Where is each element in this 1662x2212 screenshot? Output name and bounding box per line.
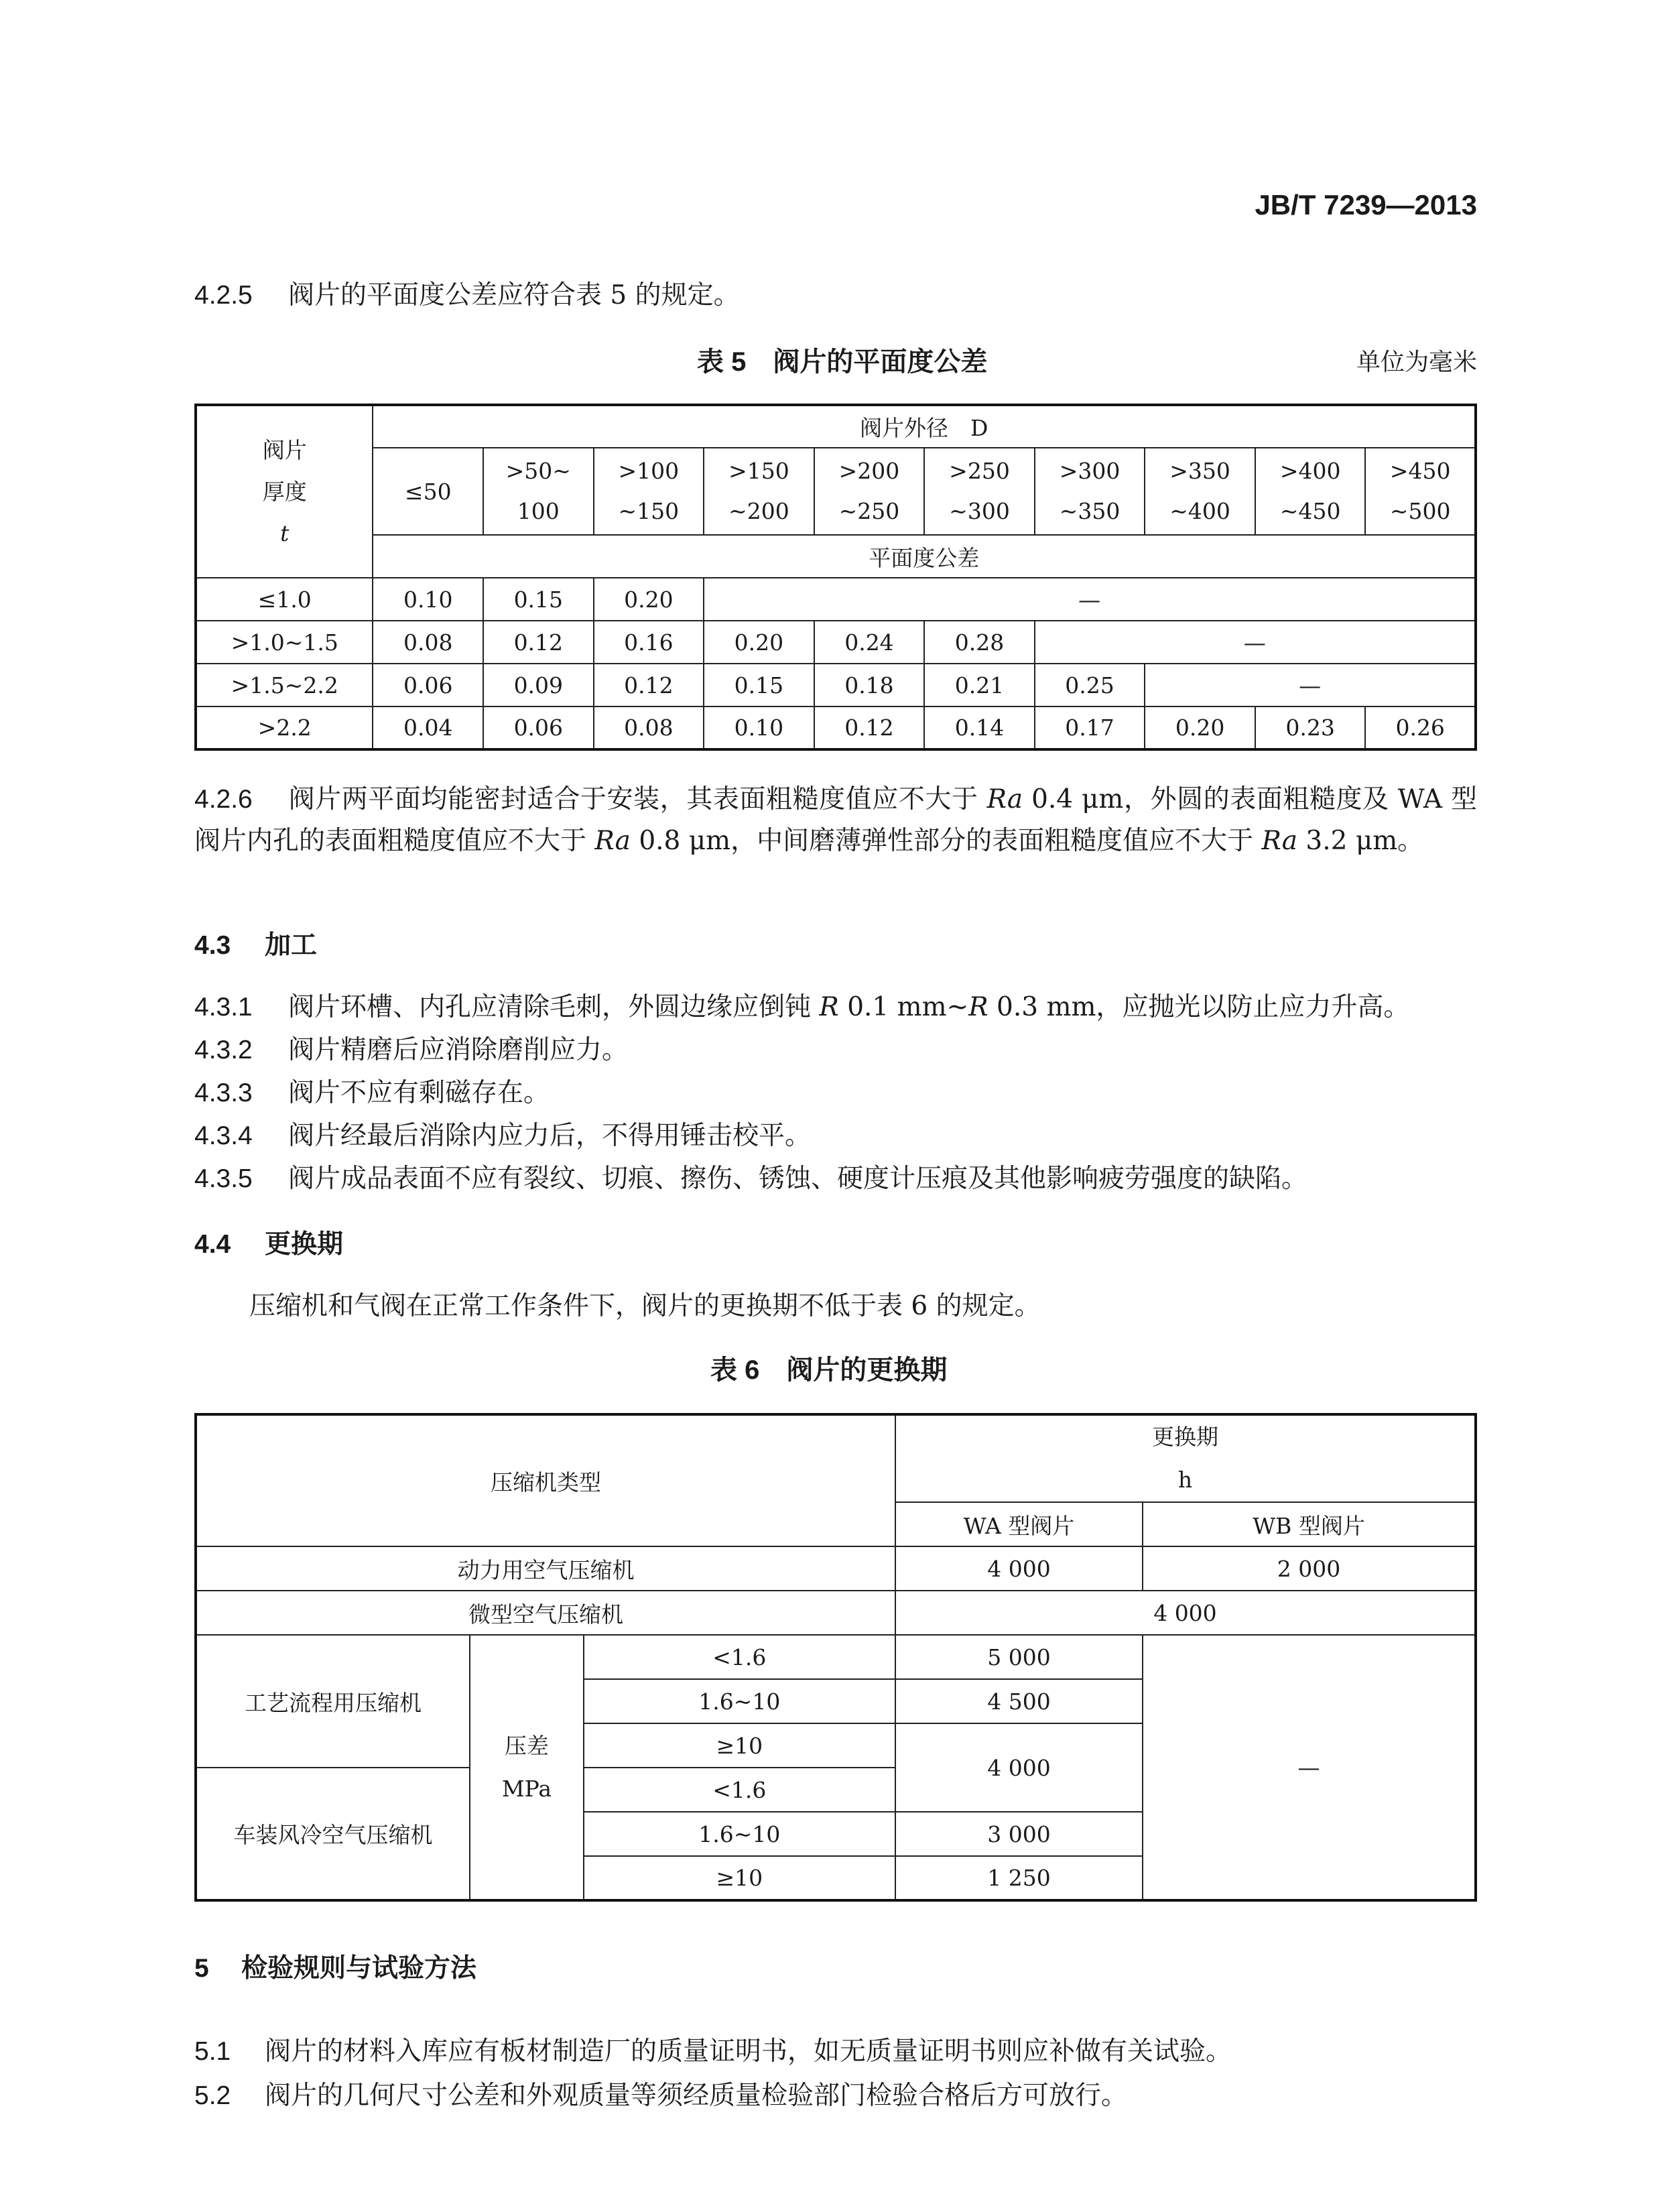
clause-text: 阀片不应有剩磁存在。 [288,1078,550,1108]
col-header [1255,448,1366,535]
pressure-range: <1.6 [584,1768,895,1812]
col-header [1035,448,1145,535]
col-header-line: ~400 [1169,498,1230,524]
col-header-line: >200 [838,458,900,484]
col-header-line: >300 [1059,458,1121,484]
clause-text: 阀片的材料入库应有板材制造厂的质量证明书，如无质量证明书则应补做有关试验。 [265,2036,1232,2067]
table-row [196,664,1476,706]
clause-4-3-3 [194,1072,550,1114]
table-cell: 0.25 [1035,664,1145,706]
table-cell: 0.16 [594,621,704,664]
col-header-line: ~500 [1389,498,1451,524]
table5-unit: 单位为毫米 [1356,349,1477,376]
table-cell: 0.28 [924,621,1035,664]
clause-number: 4.3.1 [194,993,253,1022]
group-label: 工艺流程用压缩机 [196,1635,470,1768]
table-cell: 0.04 [373,706,483,749]
col-header-line: 100 [517,498,560,524]
table-cell-dash: — [1035,621,1476,664]
pressure-diff-label [470,1635,584,1900]
thickness-header [196,405,373,578]
row-label: >1.5~2.2 [196,664,373,706]
clause-text: 0.1 mm~ [847,992,969,1022]
outer-diameter-header: 阀片外径 D [373,405,1476,448]
col-header [1365,448,1476,535]
clause-text: 0.4 μm，外圆的表面粗糙度及 WA 型阀片内孔的表面粗糙度值应不大于 [194,784,1477,856]
table-cell: 4 500 [895,1679,1143,1723]
table-row [196,706,1476,749]
header-unit: MPa [501,1775,552,1802]
header-line: 更换期 [1151,1424,1218,1450]
table-cell: 0.06 [373,664,483,706]
clause-text: 阀片精磨后应消除磨削应力。 [288,1035,629,1065]
clause-5-1 [194,2031,1232,2073]
table-cell: 0.23 [1255,706,1366,749]
col-header-line: >400 [1279,458,1341,484]
section-5-heading [194,1948,476,1989]
table-cell: 0.12 [594,664,704,706]
col-header-line: >350 [1169,458,1230,484]
table-cell: 0.10 [373,578,483,621]
table-row [196,621,1476,664]
pressure-range: ≥10 [584,1856,895,1900]
table-cell: 0.10 [704,706,814,749]
r-symbol: R [819,992,839,1022]
clause-number: 5.2 [194,2081,231,2110]
header-line: 压差 [504,1732,549,1759]
table-cell: 3 000 [895,1812,1143,1856]
table-cell: 0.26 [1365,706,1476,749]
replacement-period-table [194,1413,1477,1902]
clause-text: 阀片环槽、内孔应清除毛刺，外圆边缘应倒钝 [288,992,812,1022]
ra-symbol: Ra [1261,826,1298,856]
wb-header: WB 型阀片 [1143,1502,1476,1546]
flatness-tolerance-table [194,404,1477,751]
col-header-line: ~350 [1059,498,1121,524]
table-cell: 4 000 [895,1546,1143,1591]
table-cell: 0.15 [483,578,594,621]
pressure-range: 1.6~10 [584,1812,895,1856]
section-number: 5 [194,1954,209,1983]
r-symbol: R [968,992,988,1022]
table-cell: 0.18 [814,664,925,706]
section-4-3-heading [194,925,317,967]
clause-text: 阀片的平面度公差应符合表 5 的规定。 [288,280,740,310]
section-4-4-heading [194,1224,343,1266]
clause-text: 阀片的几何尺寸公差和外观质量等须经质量检验部门检验合格后方可放行。 [265,2081,1128,2111]
table-row [196,578,1476,621]
clause-text: 阀片成品表面不应有裂纹、切痕、擦伤、锈蚀、硬度计压痕及其他影响疲劳强度的缺陷。 [288,1164,1308,1194]
ra-symbol: Ra [594,826,631,856]
col-header [814,448,925,535]
col-header [704,448,814,535]
col-header-line: ~300 [949,498,1010,524]
col-header-line: ~250 [838,498,900,524]
clause-number: 5.1 [194,2037,231,2066]
clause-text: 阀片经最后消除内应力后，不得用锤击校平。 [288,1121,812,1151]
col-header-line: ~200 [728,498,789,524]
col-header [483,448,594,535]
table-cell: 0.15 [704,664,814,706]
header-symbol: t [280,519,290,546]
section-4-4-text: 压缩机和气阀在正常工作条件下，阀片的更换期不低于表 6 的规定。 [249,1291,1041,1321]
table-cell: 0.08 [594,706,704,749]
clause-4-2-6 [194,779,1477,862]
clause-4-3-4 [194,1115,811,1157]
pressure-range: ≥10 [584,1723,895,1768]
row-label: >1.0~1.5 [196,621,373,664]
col-header [1145,448,1255,535]
table-row [196,1546,1476,1591]
clause-4-3-1 [194,987,1409,1028]
table-cell-dash: — [1145,664,1476,706]
clause-number: 4.3.5 [194,1164,253,1193]
clause-4-2-5 [194,275,740,316]
table-cell: 0.06 [483,706,594,749]
row-label: >2.2 [196,706,373,749]
ra-symbol: Ra [986,784,1023,814]
clause-number: 4.2.5 [194,281,253,310]
table5-caption: 表 5 阀片的平面度公差 [697,347,988,377]
table-cell: 0.08 [373,621,483,664]
table-cell: 4 000 [895,1591,1476,1635]
clause-text: 阀片两平面均能密封适合于安装，其表面粗糙度值应不大于 [288,784,978,814]
table-cell: 0.17 [1035,706,1145,749]
col-header-line: ~450 [1279,498,1341,524]
table-cell: 0.12 [483,621,594,664]
group-label: 车装风冷空气压缩机 [196,1768,470,1900]
table-cell: 0.14 [924,706,1035,749]
table-cell: 0.21 [924,664,1035,706]
table-cell: 0.20 [594,578,704,621]
clause-5-2 [194,2075,1127,2117]
clause-text: 0.8 μm，中间磨薄弹性部分的表面粗糙度值应不大于 [639,826,1254,856]
clause-text: 3.2 μm。 [1305,826,1424,856]
table-cell: 2 000 [1143,1546,1476,1591]
header-unit: h [1177,1467,1193,1493]
wa-header: WA 型阀片 [895,1502,1143,1546]
col-header-line: >150 [728,458,789,484]
table-cell: 0.12 [814,706,925,749]
table-row [196,1591,1476,1635]
period-header [895,1414,1476,1502]
table-cell-dash: — [704,578,1476,621]
table-cell: 5 000 [895,1635,1143,1679]
col-header [924,448,1035,535]
section-number: 4.4 [194,1230,231,1259]
clause-4-3-2 [194,1030,628,1071]
col-header [594,448,704,535]
col-header-line: >450 [1389,458,1451,484]
col-header-line: >50~ [505,458,571,484]
col-header-line: >250 [949,458,1010,484]
table-cell: 0.20 [1145,706,1255,749]
clause-number: 4.2.6 [194,785,253,814]
pressure-range: <1.6 [584,1635,895,1679]
table-cell: 1 250 [895,1856,1143,1900]
header-line: 阀片 [262,436,307,463]
table-row [196,1635,1476,1679]
header-line: 厚度 [262,478,307,505]
col-header-line: ~150 [618,498,680,524]
table6-caption: 表 6 阀片的更换期 [710,1355,948,1385]
clause-text: 0.3 mm，应抛光以防止应力升高。 [997,992,1410,1022]
col-header-line: ≤50 [404,478,452,505]
clause-4-3-5 [194,1158,1307,1200]
pressure-range: 1.6~10 [584,1679,895,1723]
table-cell: 0.20 [704,621,814,664]
row-label: ≤1.0 [196,578,373,621]
col-header [373,448,483,535]
clause-number: 4.3.4 [194,1121,253,1150]
table-cell: 4 000 [895,1723,1143,1812]
table-cell-dash: — [1143,1635,1476,1900]
section-title: 更换期 [265,1230,344,1259]
row-label: 动力用空气压缩机 [196,1546,895,1591]
compressor-type-header: 压缩机类型 [196,1414,895,1546]
section-title: 加工 [265,931,318,960]
flatness-subheader: 平面度公差 [373,535,1476,578]
section-title: 检验规则与试验方法 [241,1954,477,1983]
table-cell: 0.09 [483,664,594,706]
clause-number: 4.3.3 [194,1079,253,1107]
col-header-line: >100 [618,458,680,484]
clause-number: 4.3.2 [194,1036,253,1064]
section-number: 4.3 [194,931,231,960]
table-cell: 0.24 [814,621,925,664]
document-code: JB/T 7239—2013 [1255,189,1477,221]
row-label: 微型空气压缩机 [196,1591,895,1635]
